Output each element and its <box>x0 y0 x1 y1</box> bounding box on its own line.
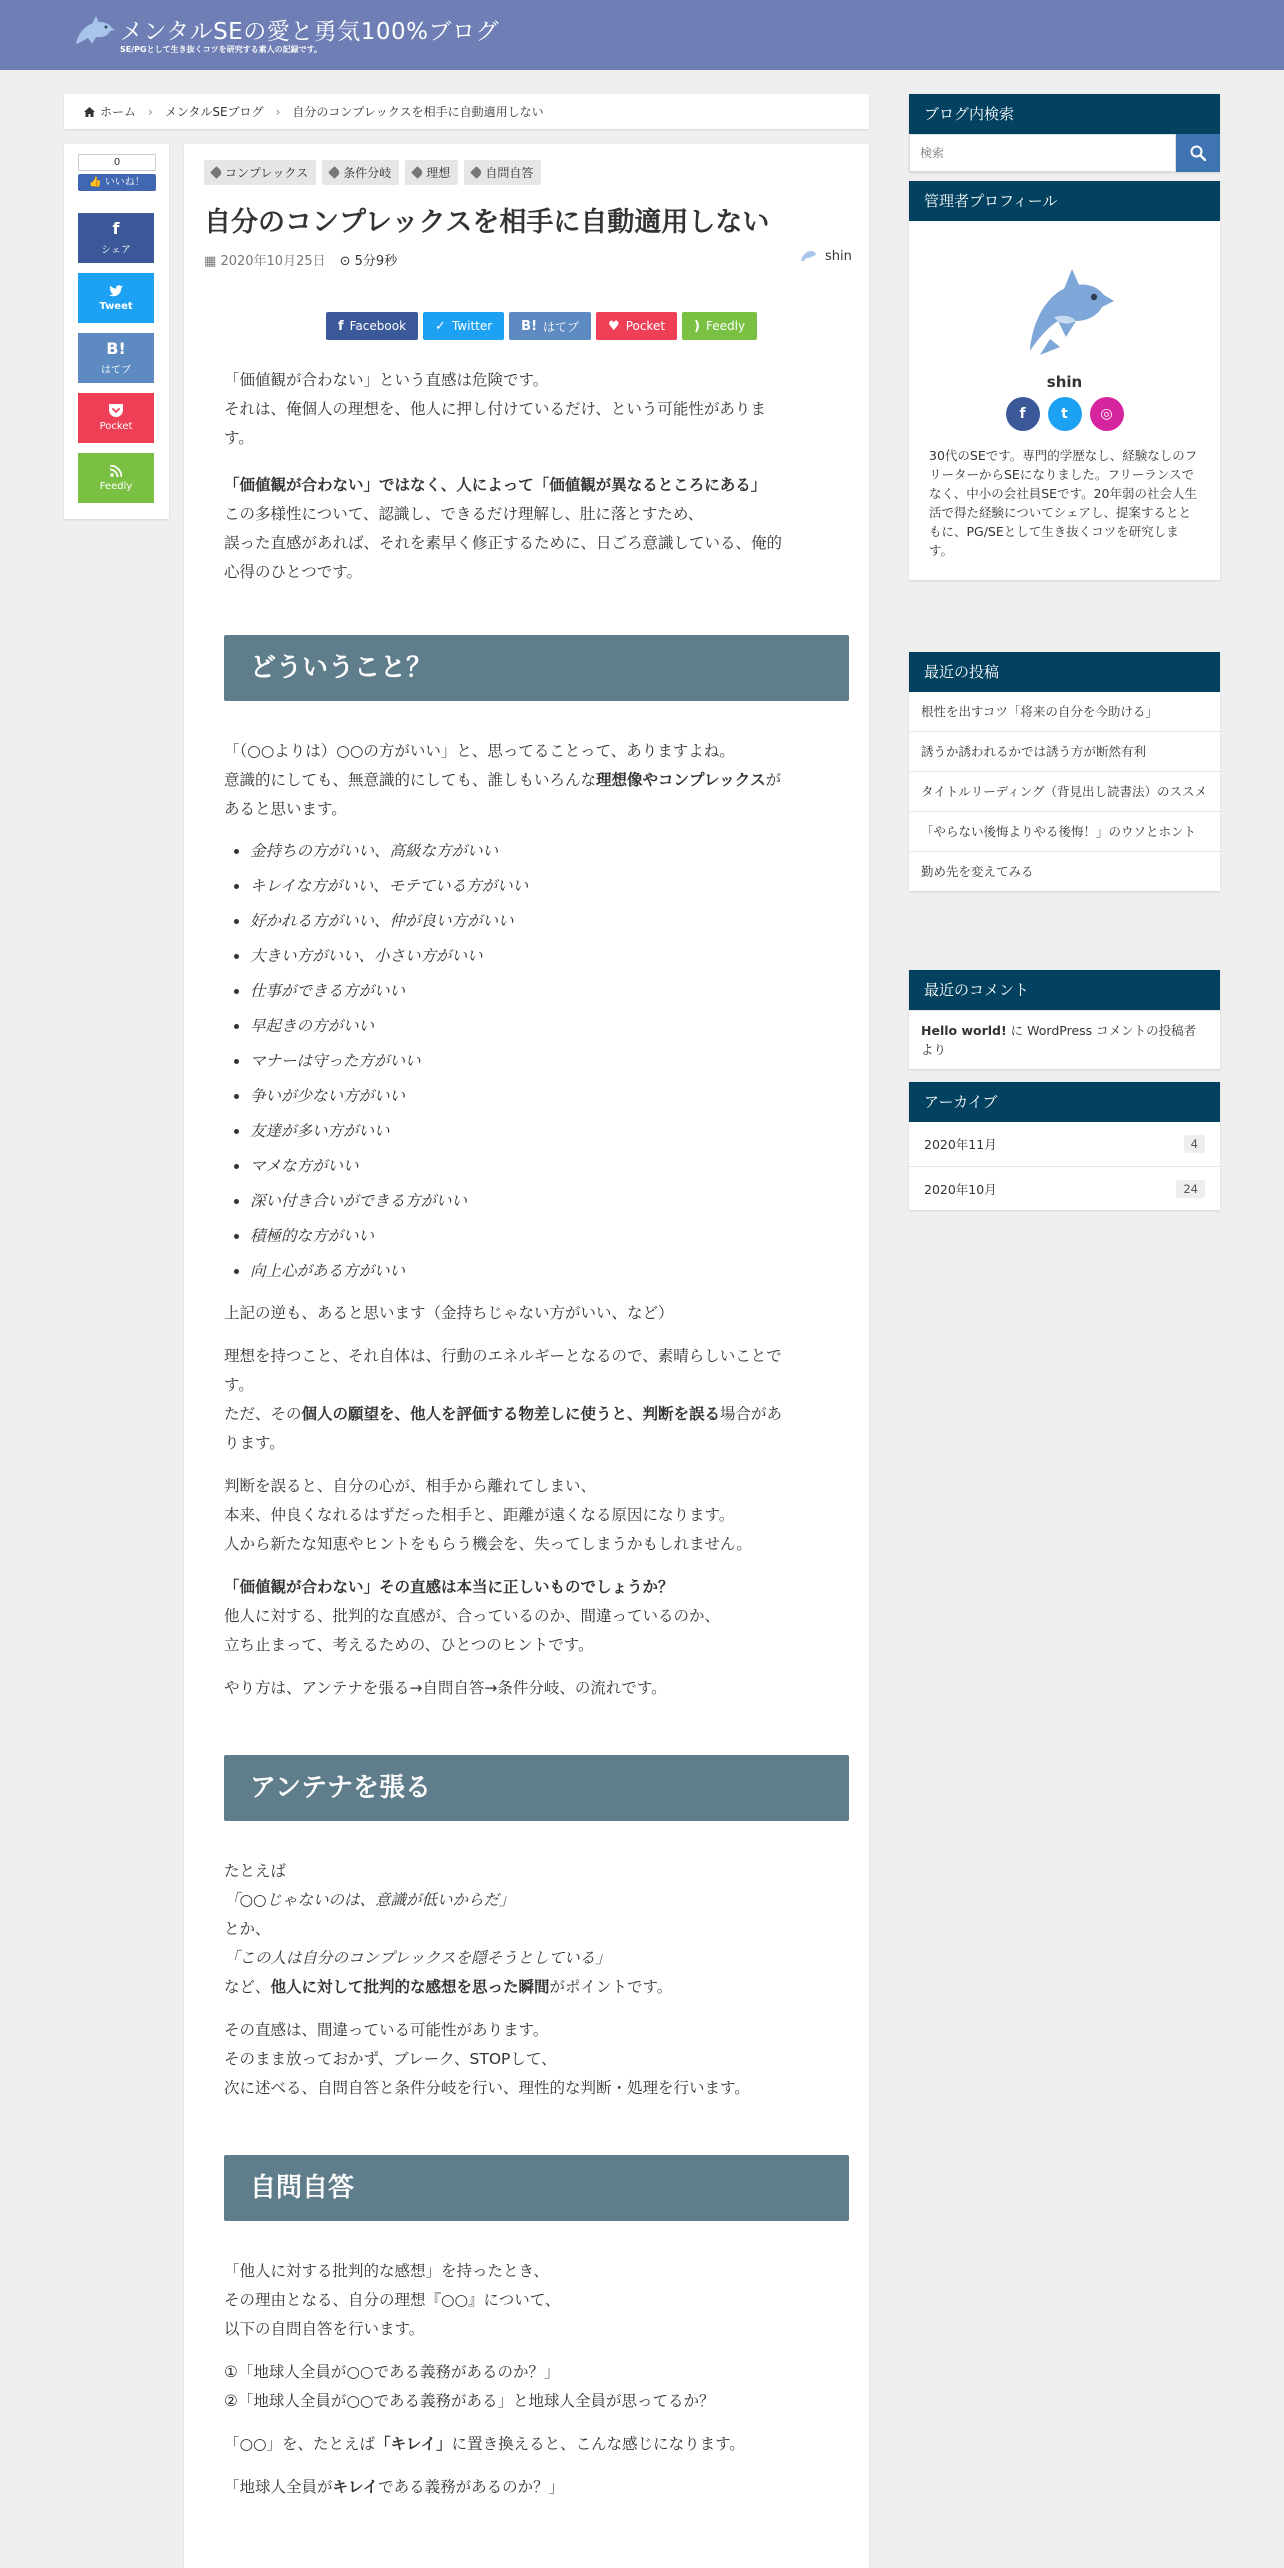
like-button[interactable] <box>78 174 156 191</box>
text-line: 以下の自問自答を行います。 <box>224 2320 425 2338</box>
list-item: • キレイな方がいい、モテている方がいい <box>250 869 849 904</box>
facebook-link-icon[interactable]: f <box>1006 397 1040 431</box>
text-line: に置き換えると、こんな感じになります。 <box>451 2435 745 2453</box>
text-line: など、 <box>224 1978 271 1996</box>
date-label: 2020年10月25日 <box>220 254 326 269</box>
instagram-link-icon[interactable]: ◎ <box>1090 397 1124 431</box>
share-buttons-row <box>326 312 757 340</box>
tag-item[interactable] <box>204 160 316 185</box>
recent-post-link[interactable]: 「やらない後悔よりやる後悔！」のウソとホント <box>909 811 1220 851</box>
paragraph <box>224 1573 849 1660</box>
text-line: 次に述べる、自問自答と条件分岐を行い、理性的な判断・処理を行います。 <box>224 2079 750 2097</box>
recent-posts-list <box>909 692 1220 891</box>
hatena-share-label: はてブ <box>101 364 131 376</box>
rss-icon: ) <box>694 318 700 334</box>
feedly-share-button[interactable] <box>78 453 154 503</box>
list-item: • 好かれる方がいい、仲が良い方がいい <box>250 904 849 939</box>
text-line: ります。 <box>224 1434 285 1452</box>
dolphin-logo-icon[interactable] <box>70 14 116 52</box>
tag-icon <box>210 166 223 179</box>
tag-label: 条件分岐 <box>343 166 392 180</box>
pocket-share-label: Pocket <box>99 421 133 432</box>
archive-item[interactable] <box>909 1122 1220 1166</box>
tag-icon <box>411 166 424 179</box>
text-line: 判断を誤ると、自分の心が、相手から離れてしまい、 <box>224 1477 597 1495</box>
tag-icon <box>328 166 341 179</box>
facebook-icon: f <box>338 318 344 334</box>
paragraph <box>224 1472 849 1559</box>
feedly-label: Feedly <box>706 319 746 333</box>
paragraph <box>224 366 849 453</box>
archive-widget <box>909 1082 1220 1210</box>
list-item: • 向上心がある方がいい <box>250 1254 849 1289</box>
text-line: ただ、その <box>224 1405 302 1423</box>
tag-label: 自問自答 <box>485 166 534 180</box>
section-heading: どういうこと？ <box>224 635 849 701</box>
section-heading: 自問自答 <box>224 2155 849 2221</box>
tag-item[interactable] <box>405 160 458 185</box>
text-line: そのまま放っておかず、ブレーク、STOPして、 <box>224 2050 557 2068</box>
text-line: その理由となる、自分の理想『○○』について、 <box>224 2291 561 2309</box>
site-title[interactable]: メンタルSEの愛と勇気100%ブログ <box>120 19 499 45</box>
profile-social-links <box>929 397 1200 431</box>
text-line: 場合があ <box>720 1405 783 1423</box>
text-line: 「（○○よりは）○○の方がいい」と、思ってることって、ありますよね。 <box>224 742 735 760</box>
author-avatar-icon <box>799 248 817 264</box>
text-line: あると思います。 <box>224 800 347 818</box>
recent-post-link[interactable]: 勤め先を変えてみる <box>909 851 1220 891</box>
profile-body <box>909 221 1220 580</box>
text-line: 本来、仲良くなれるはずだった相手と、距離が遠くなる原因になります。 <box>224 1506 735 1524</box>
list-item: • 仕事ができる方がいい <box>250 974 849 1009</box>
text-line: その直感は、間違っている可能性があります。 <box>224 2021 549 2039</box>
italic-text: 「この人は自分のコンプレックスを隠そうとしている」 <box>224 1949 611 1967</box>
paragraph <box>224 737 849 824</box>
feedly-button[interactable] <box>682 312 757 340</box>
paragraph: やり方は、アンテナを張る→自問自答→条件分岐、の流れです。 <box>224 1679 667 1697</box>
article-meta <box>204 250 397 269</box>
home-icon <box>84 107 95 117</box>
list-item: • 友達が多い方がいい <box>250 1114 849 1149</box>
text-line: それは、俺個人の理想を、他人に押し付けているだけ、という可能性がありま <box>224 400 766 418</box>
facebook-share-button[interactable] <box>78 213 154 263</box>
rss-icon <box>110 465 122 477</box>
facebook-icon: f <box>112 218 120 238</box>
ideal-list <box>224 834 849 1289</box>
list-item: • 大きい方がいい、小さい方がいい <box>250 939 849 974</box>
tag-label: コンプレックス <box>225 166 309 180</box>
text-line: す。 <box>224 429 254 447</box>
section-heading: アンテナを張る <box>224 1755 849 1821</box>
bold-text: 「価値観が合わない」その直感は本当に正しいものでしょうか？ <box>224 1578 674 1596</box>
list-item: • 争いが少ない方がいい <box>250 1079 849 1114</box>
text-line: 誤った直感があれば、それを素早く修正するために、日ごろ意識している、俺的 <box>224 534 783 552</box>
paragraph <box>224 2430 849 2459</box>
author[interactable] <box>799 248 869 264</box>
feedly-share-label: Feedly <box>99 480 133 492</box>
text-line: とか、 <box>224 1920 271 1938</box>
paragraph: 上記の逆も、あると思います（金持ちじゃない方がいい、など） <box>224 1304 674 1322</box>
search-input[interactable] <box>909 134 1176 172</box>
paragraph <box>224 471 849 587</box>
facebook-share-label: シェア <box>101 244 131 256</box>
widget-title: 管理者プロフィール <box>909 181 1220 221</box>
paragraph <box>224 1342 849 1458</box>
search-icon <box>1190 145 1206 161</box>
text-line: 「価値観が合わない」という直感は危険です。 <box>224 371 549 389</box>
breadcrumb <box>64 94 869 129</box>
bold-text: 他人に対して批判的な感想を思った瞬間 <box>270 1978 550 1996</box>
publish-date <box>204 250 326 269</box>
list-item: • 積極的な方がいい <box>250 1219 849 1254</box>
article-body <box>224 366 849 2516</box>
author-name: shin <box>825 248 852 264</box>
italic-text: 「○○じゃないのは、意識が低いからだ」 <box>224 1891 515 1909</box>
dolphin-avatar-icon <box>1010 251 1120 361</box>
article-title: 自分のコンプレックスを相手に自動適用しない <box>204 207 770 238</box>
twitter-label: Twitter <box>451 319 493 333</box>
comment-meta: に WordPress コメントの投稿者 より <box>921 1023 1197 1057</box>
recent-comments-widget <box>909 970 1220 1069</box>
pocket-icon: ♥ <box>608 318 620 334</box>
search-button[interactable] <box>1176 134 1220 172</box>
widget-title: 最近のコメント <box>909 970 1220 1010</box>
hatena-icon: B! <box>521 318 538 334</box>
list-item: • 早起きの方がいい <box>250 1009 849 1044</box>
search-widget <box>909 94 1220 172</box>
recent-posts-widget <box>909 652 1220 891</box>
site-tagline: SE/PGとして生き抜くコツを研究する素人の記録です。 <box>120 45 322 54</box>
clock-icon: ⊙ <box>339 254 351 269</box>
text-line: 「地球人全員が <box>224 2478 333 2496</box>
twitter-button[interactable] <box>423 312 504 340</box>
calendar-icon: ▦ <box>204 254 217 269</box>
twitter-icon: ✓ <box>435 318 446 334</box>
text-line: 立ち止まって、考えるための、ひとつのヒントです。 <box>224 1636 594 1654</box>
pocket-icon <box>109 404 123 417</box>
widget-title: ブログ内検索 <box>909 94 1220 134</box>
text-line: 心得のひとつです。 <box>224 563 362 581</box>
comment-post-link[interactable]: Hello world! <box>921 1023 1007 1038</box>
read-time-label: 5分9秒 <box>354 254 398 269</box>
breadcrumb-category[interactable]: メンタルSEブログ <box>164 105 264 119</box>
bold-text: 「価値観が合わない」ではなく、人によって「価値観が異なるところにある」 <box>224 476 767 494</box>
site-header <box>0 0 1284 70</box>
archive-list <box>909 1122 1220 1210</box>
twitter-share-button[interactable] <box>78 273 154 323</box>
hatena-icon: B! <box>106 338 126 358</box>
hatena-label: はてブ <box>543 319 580 334</box>
text-line: である義務があるのか？」 <box>378 2478 565 2496</box>
paragraph <box>224 2016 849 2103</box>
profile-name: shin <box>1046 373 1083 391</box>
pocket-label: Pocket <box>625 319 666 333</box>
widget-title: 最近の投稿 <box>909 652 1220 692</box>
tag-icon <box>470 166 483 179</box>
chevron-right-icon: › <box>148 104 153 119</box>
recent-post-link[interactable]: 誘うか誘われるかでは誘う方が断然有利 <box>909 731 1220 771</box>
search-form <box>909 134 1220 172</box>
text-line: 他人に対する、批判的な直感が、合っているのか、間違っているのか、 <box>224 1607 721 1625</box>
archive-item[interactable] <box>909 1166 1220 1210</box>
thumbs-up-icon: 👍 <box>89 177 102 188</box>
tag-item[interactable] <box>322 160 399 185</box>
facebook-like-box[interactable] <box>78 154 156 194</box>
archive-count: 24 <box>1176 1180 1205 1198</box>
text-line: が <box>765 771 782 789</box>
like-button-label: いいね！ <box>104 177 145 188</box>
bold-text: 「キレイ」 <box>375 2435 452 2453</box>
archive-count: 4 <box>1184 1135 1205 1153</box>
widget-title: アーカイブ <box>909 1082 1220 1122</box>
twitter-link-icon[interactable]: t <box>1048 397 1082 431</box>
tag-item[interactable] <box>464 160 541 185</box>
hatena-share-button[interactable] <box>78 333 154 383</box>
list-item: • マナーは守った方がいい <box>250 1044 849 1079</box>
recent-comment <box>909 1010 1220 1069</box>
list-item: • マメな方がいい <box>250 1149 849 1184</box>
twitter-icon <box>109 285 123 297</box>
breadcrumb-home[interactable] <box>84 103 136 120</box>
text-line: 「○○」を、たとえば <box>224 2435 376 2453</box>
text-line: たとえば <box>224 1862 287 1880</box>
list-item: • 金持ちの方がいい、高級な方がいい <box>250 834 849 869</box>
chevron-right-icon: › <box>275 104 281 119</box>
bold-text: 理想像やコンプレックス <box>596 771 766 789</box>
text-line: 理想を持つこと、それ自体は、行動のエネルギーとなるので、素晴らしいことで <box>224 1347 782 1365</box>
text-line: がポイントです。 <box>549 1978 673 1996</box>
recent-post-link[interactable]: 根性を出すコツ「将来の自分を今助ける」 <box>921 704 1158 719</box>
facebook-button[interactable] <box>326 312 418 340</box>
paragraph <box>224 2257 849 2344</box>
text-line: 人から新たな知恵やヒントをもらう機会を、失ってしまうかもしれません。 <box>224 1535 752 1553</box>
pocket-share-button[interactable] <box>78 393 154 443</box>
profile-widget <box>909 181 1220 580</box>
tag-label: 理想 <box>426 166 451 180</box>
facebook-label: Facebook <box>349 319 407 333</box>
text-line: 意識的にしても、無意識的にしても、誰しもいろんな <box>224 771 597 789</box>
paragraph <box>224 1857 849 2002</box>
paragraph <box>224 2473 849 2502</box>
sns-share-sidebar <box>64 144 169 519</box>
archive-month: 2020年11月 <box>924 1137 997 1152</box>
tweet-label: Tweet <box>99 300 133 312</box>
text-line: 「他人に対する批判的な感想」を持ったとき、 <box>224 2262 549 2280</box>
breadcrumb-home-label: ホーム <box>100 105 137 119</box>
hatena-button[interactable] <box>509 312 591 340</box>
bold-text: キレイ <box>332 2478 379 2496</box>
list-item: • 深い付き合いができる方がいい <box>250 1184 849 1219</box>
read-time <box>340 250 398 269</box>
recent-post-link[interactable]: タイトルリーディング（背見出し読書法）のススメ <box>909 771 1220 811</box>
text-line: ①「地球人全員が○○である義務があるのか？」 <box>224 2363 560 2381</box>
breadcrumb-current: 自分のコンプレックスを相手に自動適用しない <box>292 105 544 119</box>
like-count: 0 <box>78 154 156 171</box>
pocket-button[interactable] <box>596 312 677 340</box>
text-line: この多様性について、認識し、できるだけ理解し、肚に落とすため、 <box>224 505 704 523</box>
paragraph <box>224 2358 849 2416</box>
text-line: す。 <box>224 1376 254 1394</box>
archive-month: 2020年10月 <box>924 1181 997 1197</box>
profile-description: 30代のSEです。専門的学歴なし、経験なしのフリーターからSEになりました。フリーランスでなく、中小の会社員SEです。20年弱の社会人生活で得た経験についてシェアし、提案するとともに、PG/SEとして生き抜くコツを研究します。 <box>929 448 1198 558</box>
bold-text: 個人の願望を、他人を評価する物差しに使うと、判断を誤る <box>301 1405 721 1423</box>
article <box>184 144 869 2568</box>
text-line: ②「地球人全員が○○である義務がある」と地球人全員が思ってるか？ <box>224 2392 715 2410</box>
tag-list <box>204 160 541 185</box>
